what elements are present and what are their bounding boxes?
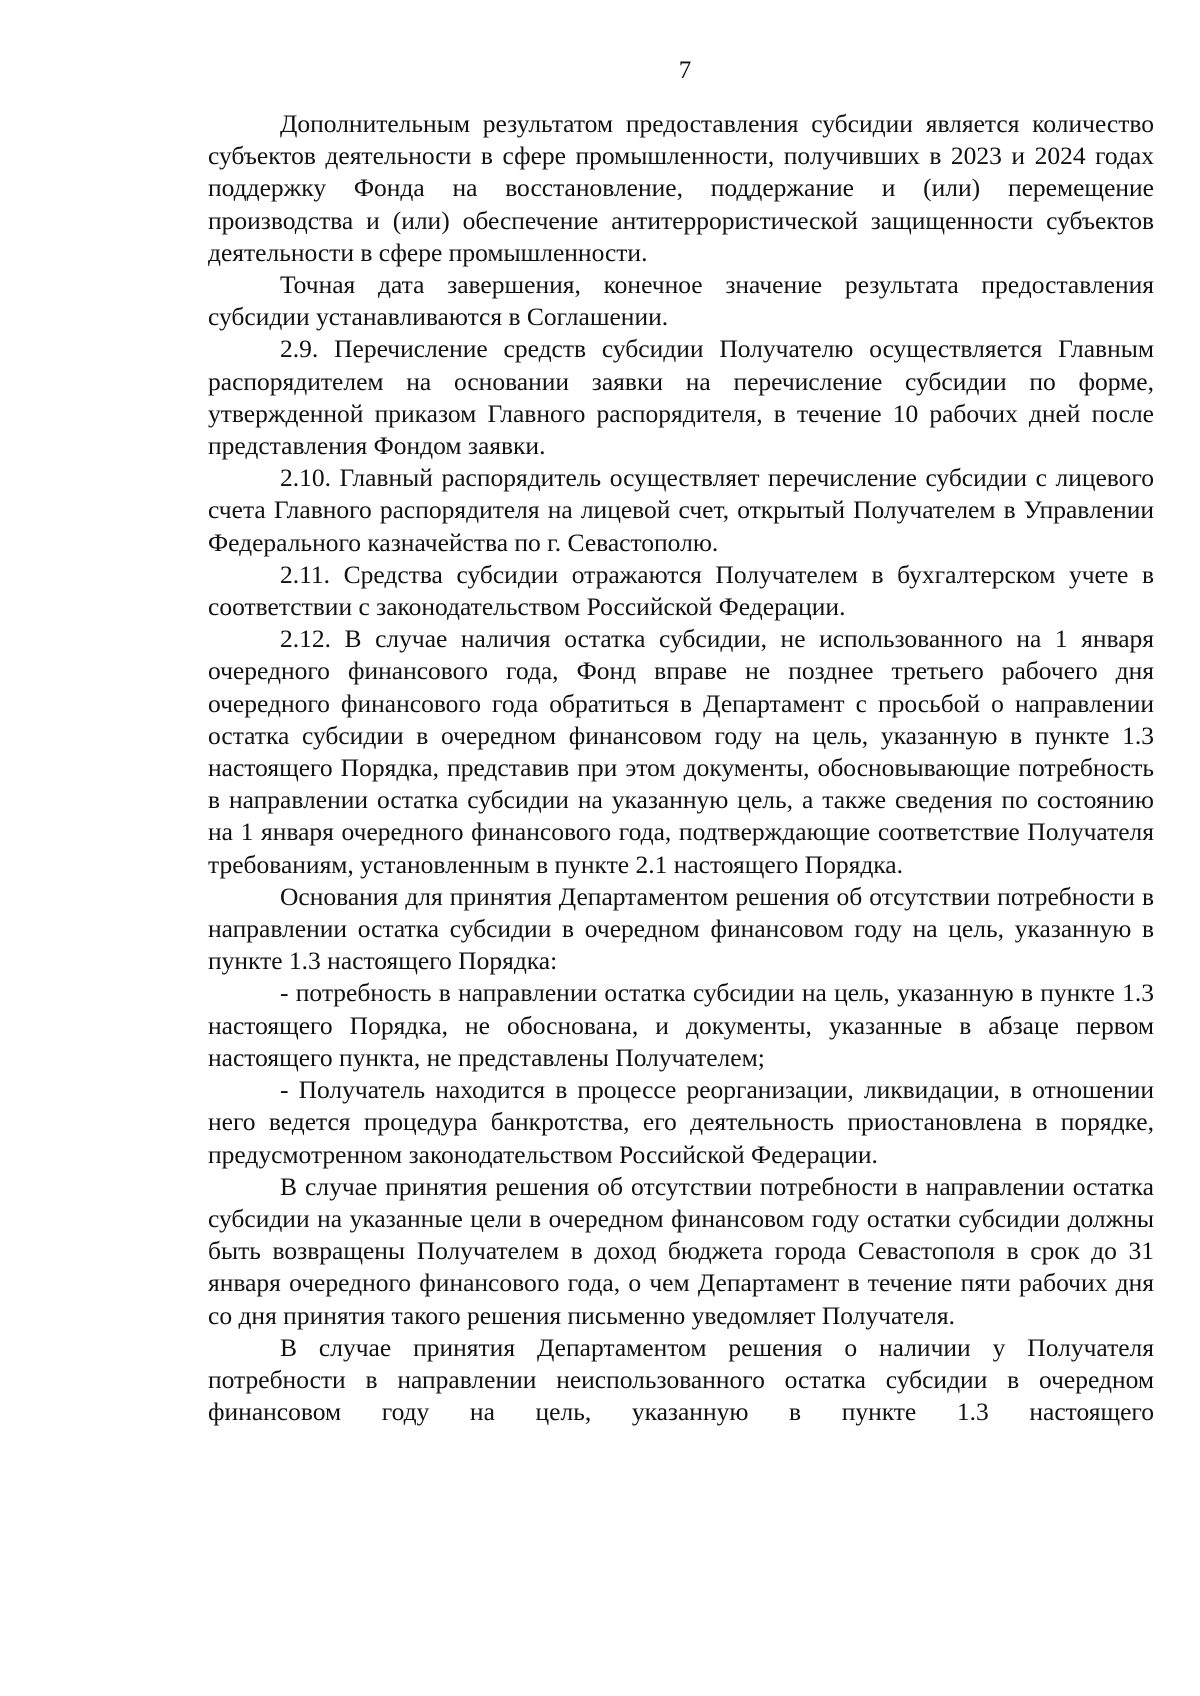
paragraph-2-11: 2.11. Средства субсидии отражаются Получателем в бухгалтерском учете в соответствии с законодательством Российской Федерации. xyxy=(208,559,1154,622)
page-number: 7 xyxy=(678,57,692,84)
paragraph-2-9: 2.9. Перечисление средств субсидии Получателю осуществляется Главным распорядителем на основании заявки на перечисление субсидии по форме, утвержденной приказом Главного распорядителя, в течение 10 рабочих дней после представления Фондом заявки. xyxy=(208,334,1154,461)
paragraph-grounds: Основания для принятия Департаментом решения об отсутствии потребности в направлении остатка субсидии в очередном финансовом году на цель, указанную в пункте 1.3 настоящего Порядка: xyxy=(208,881,1154,976)
paragraph-2-10: 2.10. Главный распорядитель осуществляет перечисление субсидии с лицевого счета Главного распорядителя на лицевой счет, открытый Получателем в Управлении Федерального казначейства по г. Севастополю. xyxy=(208,463,1154,557)
paragraph-need-decision: В случае принятия Департаментом решения о наличии у Получателя потребности в направлении неиспользованного остатка субсидии в очередном финансовом году на цель, указанную в пункте 1.3 настоящего xyxy=(208,1332,1154,1427)
paragraph-additional-result: Дополнительным результатом предоставления субсидии является количество субъектов деятельности в сфере промышленности, получивших в 2023 и 2024 годах поддержку Фонда на восстановление, поддержание и (или) перемещение производства и (или) обеспечение антитеррористической защищенности субъектов деятельности в сфере промышленности. xyxy=(208,109,1154,267)
document-body xyxy=(208,108,1154,1428)
paragraph-refund: В случае принятия решения об отсутствии потребности в направлении остатка субсидии на указанные цели в очередном финансовом году остатки субсидии должны быть возвращены Получателем в доход бюджета города Севастополя в срок до 31 января очередного финансового года, о чем Департамент в течение пяти рабочих дня со дня принятия такого решения письменно уведомляет Получателя. xyxy=(208,1171,1154,1330)
paragraph-completion-date: Точная дата завершения, конечное значение результата предоставления субсидии устанавливаются в Соглашении. xyxy=(208,270,1154,332)
list-item-not-justified: - потребность в направлении остатка субсидии на цель, указанную в пункте 1.3 настоящего Порядка, не обоснована, и документы, указанные в абзаце первом настоящего пункта, не представлены Получателем; xyxy=(208,978,1154,1072)
list-item-reorganization: - Получатель находится в процессе реорганизации, ликвидации, в отношении него ведется процедура банкротства, его деятельность приостановлена в порядке, предусмотренном законодательством Российской Федерации. xyxy=(208,1075,1154,1169)
paragraph-2-12: 2.12. В случае наличия остатка субсидии, не использованного на 1 января очередного финансового года, Фонд вправе не позднее третьего рабочего дня очередного финансового года обратиться в Департамент с просьбой о направлении остатка субсидии в очередном финансовом году на цель, указанную в пункте 1.3 настоящего Порядка, представив при этом документы, обосновывающие потребность в направлении остатка субсидии на указанную цель, а также сведения по состоянию на 1 января очередного финансового года, подтверждающие соответствие Получателя требованиям, установленным в пункте 2.1 настоящего Порядка. xyxy=(208,624,1154,879)
